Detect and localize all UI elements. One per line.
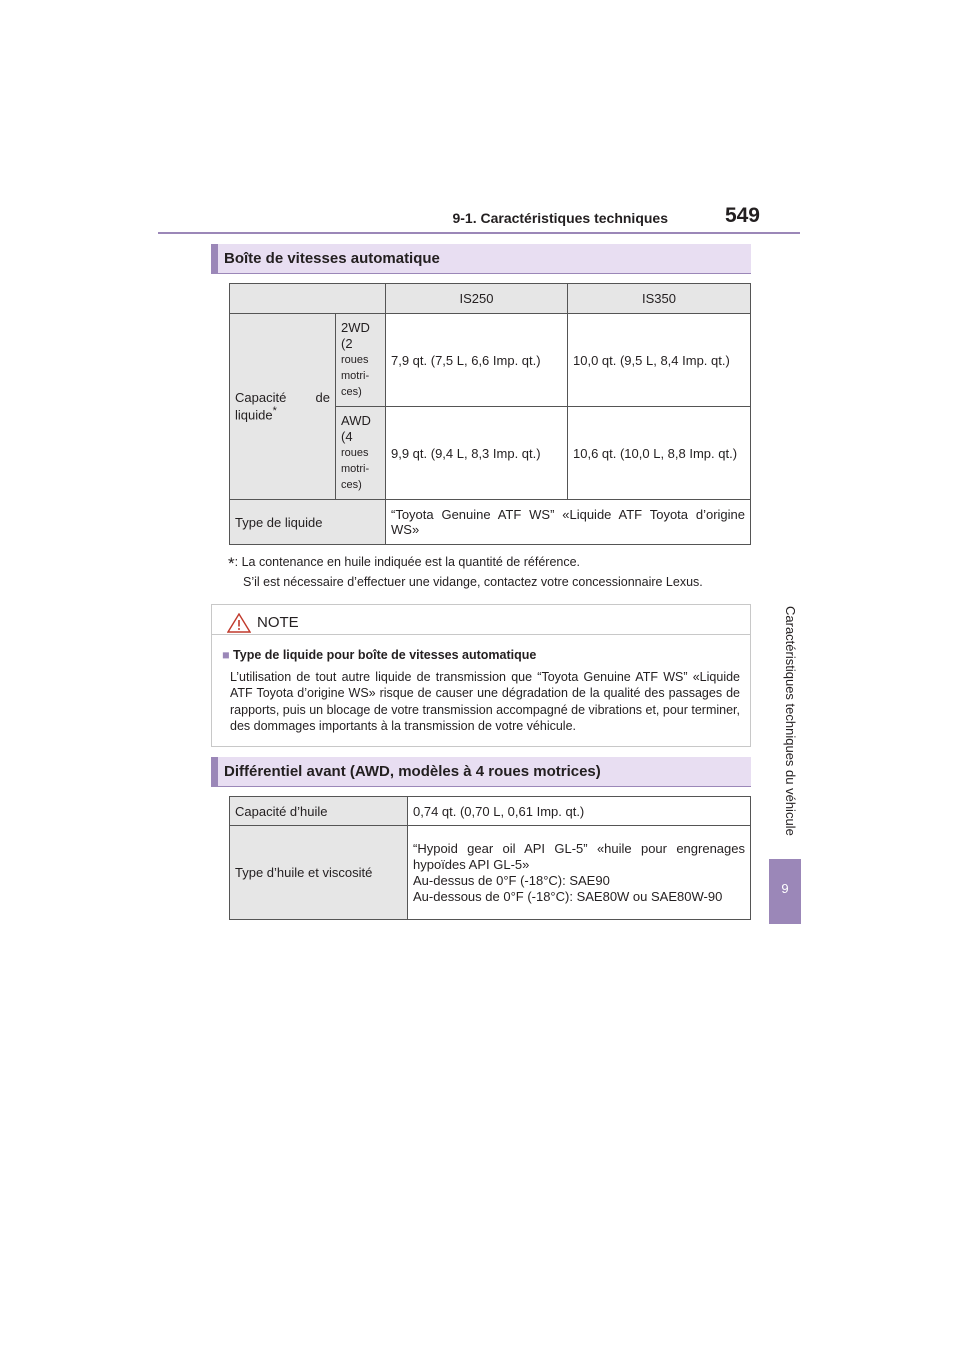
- fluid-type-label: Type de liquide: [230, 500, 386, 545]
- chapter-name: Caractéristiques techniques du véhicule: [783, 606, 798, 836]
- bullet-icon: ■: [222, 648, 230, 662]
- capacity-label: Capacité de liquide*: [235, 390, 330, 423]
- note-subhead: Type de liquide pour boîte de vitesses automatique: [233, 648, 537, 662]
- drive-2wd-label: 2WD (2 roues motri-ces): [336, 314, 386, 407]
- oil-capacity-value: 0,74 qt. (0,70 L, 0,61 Imp. qt.): [408, 797, 751, 826]
- fluid-type-value: “Toyota Genuine ATF WS” «Liquide ATF Toyota d’origine WS»: [386, 500, 751, 545]
- oil-type-value: [408, 826, 751, 920]
- table-row-2wd: [230, 314, 751, 407]
- note-header: [212, 605, 750, 635]
- chapter-number: 9: [769, 859, 801, 924]
- is250-2wd-capacity: 7,9 qt. (7,5 L, 6,6 Imp. qt.): [386, 314, 568, 407]
- oil-type-line3: Au-dessous de 0°F (-18°C): SAE80W ou SAE80W-90: [413, 888, 723, 904]
- oil-type-line2: Au-dessus de 0°F (-18°C): SAE90: [413, 872, 610, 888]
- oil-capacity-label: Capacité d’huile: [230, 797, 408, 826]
- differential-spec-table: [229, 796, 751, 920]
- note-body: [212, 635, 750, 735]
- table-row-oil-type: [230, 826, 751, 920]
- warning-triangle-icon: [227, 613, 251, 633]
- section-heading-front-differential: Différentiel avant (AWD, modèles à 4 roues motrices): [211, 757, 751, 787]
- page-number: 549: [724, 204, 760, 227]
- is350-2wd-capacity: 10,0 qt. (9,5 L, 8,4 Imp. qt.): [568, 314, 751, 407]
- footnote-line1: : La contenance en huile indiquée est la quantité de référence.: [234, 555, 581, 569]
- section-title: 9-1. Caractéristiques techniques: [452, 210, 668, 226]
- note-box: [211, 604, 751, 747]
- note-title: NOTE: [257, 614, 299, 631]
- table-row-fluid-type: [230, 500, 751, 545]
- footnote-line2: S’il est nécessaire d’effectuer une vidange, contactez votre concessionnaire Lexus.: [243, 575, 703, 589]
- page-header: [158, 204, 800, 234]
- capacity-footnote: [228, 553, 768, 592]
- oil-type-label: Type d’huile et viscosité: [230, 826, 408, 920]
- is350-awd-capacity: 10,6 qt. (10,0 L, 8,8 Imp. qt.): [568, 407, 751, 500]
- header-is350: IS350: [568, 284, 751, 314]
- capacity-label-cell: [230, 314, 336, 500]
- table-row-oil-capacity: [230, 797, 751, 826]
- drive-awd-label: AWD (4 roues motri-ces): [336, 407, 386, 500]
- header-is250: IS250: [386, 284, 568, 314]
- header-empty-cell: [230, 284, 386, 314]
- note-text: L’utilisation de tout autre liquide de transmission que “Toyota Genuine ATF WS” «Liquide ATF Toyota d’origine WS» risque de causer une dégradation de la qualité des passages de rapports, puis un blocage de votre transmission accompagné de vibrations et, pour terminer, des dommages importants à la transmission de votre véhicule.: [230, 669, 740, 733]
- transmission-spec-table: [229, 283, 751, 545]
- section-heading-automatic-transmission: Boîte de vitesses automatique: [211, 244, 751, 274]
- oil-type-line1: “Hypoid gear oil API GL-5” «huile pour engrenages hypoïdes API GL-5»: [413, 840, 745, 872]
- is250-awd-capacity: 9,9 qt. (9,4 L, 8,3 Imp. qt.): [386, 407, 568, 500]
- footnote-star: *: [228, 554, 235, 573]
- table-header-row: [230, 284, 751, 314]
- chapter-side-tab: [769, 236, 801, 924]
